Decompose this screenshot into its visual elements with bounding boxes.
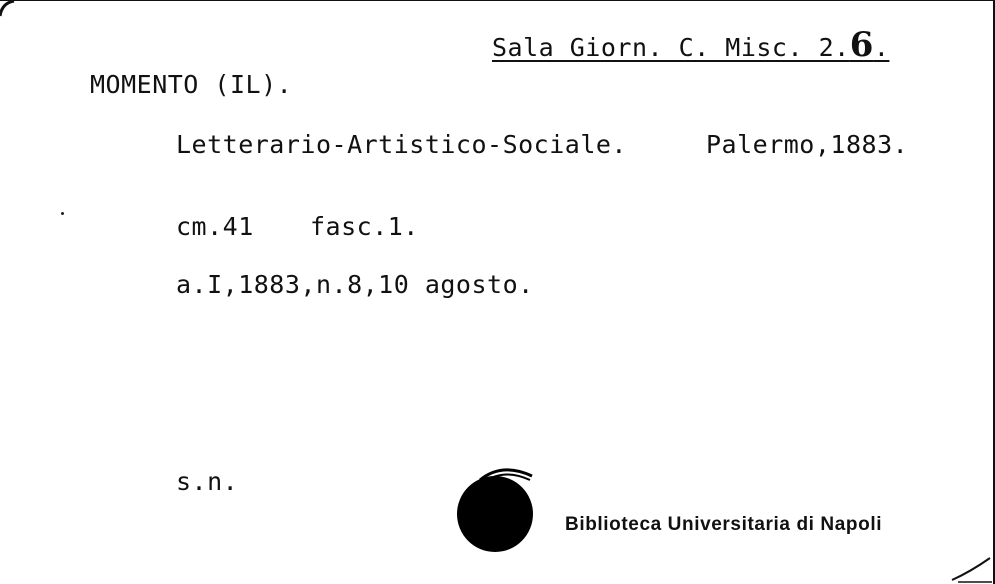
- shelfmark-suffix: .: [873, 33, 890, 62]
- ink-speck: [61, 212, 64, 215]
- format-size: cm.41: [176, 212, 254, 241]
- place-and-date: Palermo,1883.: [706, 130, 909, 159]
- library-stamp-seal: [457, 476, 533, 552]
- shelfmark-prefix: Sala Giorn. C. Misc. 2.: [492, 33, 850, 62]
- shelfmark-number: 6: [849, 25, 874, 65]
- periodical-title: MOMENTO (IL).: [90, 70, 293, 99]
- fascicle-count: fasc.1.: [310, 212, 419, 241]
- library-name: Biblioteca Universitaria di Napoli: [565, 514, 883, 535]
- sine-nomine-note: s.n.: [176, 467, 239, 496]
- issue-details: a.I,1883,n.8,10 agosto.: [176, 270, 534, 299]
- shelfmark: [492, 25, 890, 65]
- periodical-subtitle: Letterario-Artistico-Sociale.: [176, 130, 627, 159]
- card-corner-scribble: [950, 552, 995, 584]
